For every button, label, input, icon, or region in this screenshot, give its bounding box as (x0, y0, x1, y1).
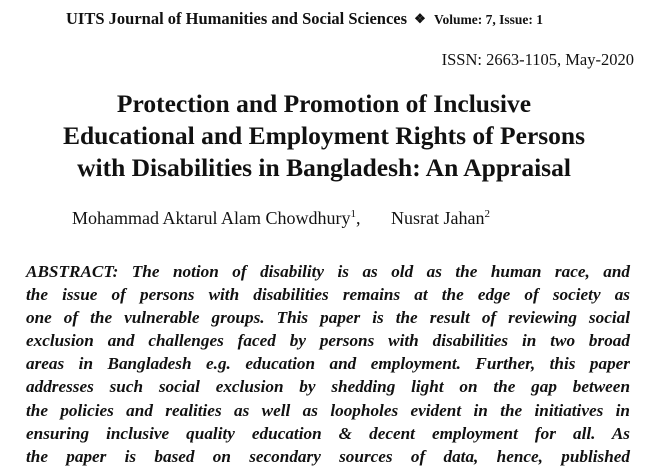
authors-line (72, 208, 490, 229)
issn-date: ISSN: 2663-1105, May-2020 (441, 50, 634, 69)
author-name: Nusrat Jahan (390, 208, 485, 228)
journal-name: UITS Journal of Humanities and Social Sciences (66, 9, 408, 28)
author-name: Mohammad Aktarul Alam Chowdhury (72, 208, 351, 228)
title-line: Protection and Promotion of Inclusive (116, 89, 532, 118)
paper-title (0, 88, 648, 184)
journal-header (66, 9, 636, 29)
abstract (26, 260, 630, 468)
author-2 (391, 208, 490, 228)
affiliation-marker: 2 (484, 208, 490, 220)
abstract-line: the policies and realities as well as loopholes evident in the initiatives in (26, 400, 630, 420)
title-line: Educational and Employment Rights of Persons (62, 121, 586, 150)
affiliation-marker: 1 (350, 208, 356, 220)
author-1 (72, 208, 360, 228)
diamond-separator-icon: ❖ (414, 11, 426, 26)
abstract-line: the issue of persons with disabilities remains at the edge of society as (26, 285, 630, 305)
abstract-line: the paper is based on secondary sources of data, hence, published (26, 446, 630, 466)
abstract-line: exclusion and challenges faced by persons with disabilities in two broad (26, 331, 630, 351)
author-separator: , (355, 208, 361, 228)
abstract-line: one of the vulnerable groups. This paper is the result of reviewing social (26, 308, 630, 328)
abstract-line: areas in Bangladesh e.g. education and employment. Further, this paper (26, 354, 630, 374)
volume-issue: Volume: 7, Issue: 1 (433, 12, 543, 27)
title-line: with Disabilities in Bangladesh: An Appraisal (77, 153, 571, 182)
abstract-line: addresses such social exclusion by shedding light on the gap between (26, 377, 630, 397)
abstract-line: ensuring inclusive quality education & decent employment for all. As (26, 423, 630, 443)
abstract-line: ABSTRACT: The notion of disability is as old as the human race, and (26, 262, 630, 281)
